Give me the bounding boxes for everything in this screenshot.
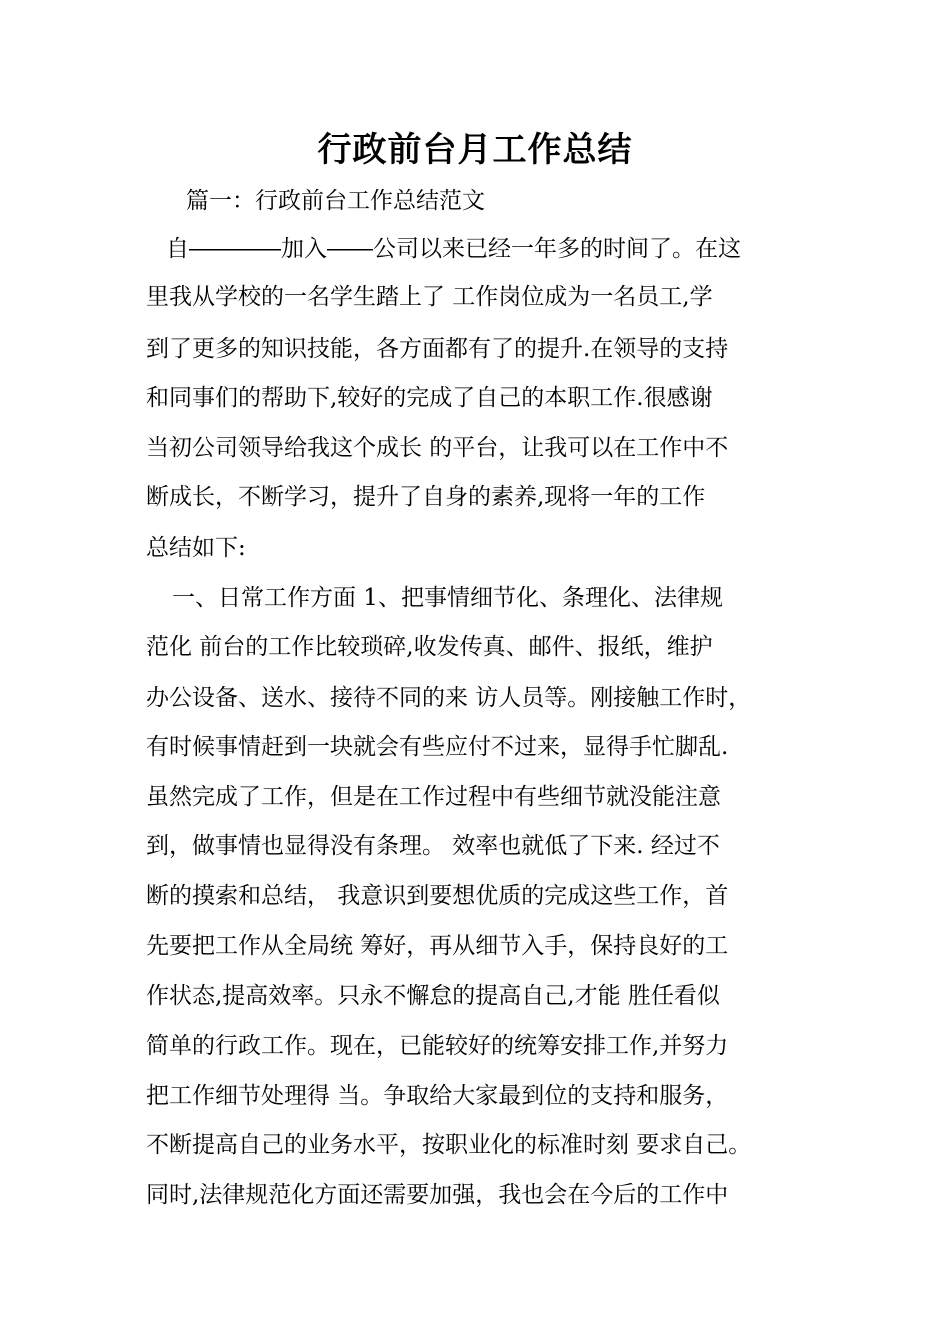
- paragraph-line: 和同事们的帮助下,较好的完成了自己的本职工作.很感谢: [146, 385, 713, 411]
- paragraph-line: 一、日常工作方面 1、把事情细节化、条理化、法律规: [172, 585, 723, 611]
- paragraph-line: 同时,法律规范化方面还需要加强，我也会在今后的工作中: [146, 1182, 729, 1208]
- paragraph-line: 不断提高自己的业务水平，按职业化的标准时刻 要求自己。: [146, 1132, 752, 1158]
- paragraph-line: 虽然完成了工作，但是在工作过程中有些细节就没能注意: [146, 784, 721, 810]
- paragraph-line: 先要把工作从全局统 筹好，再从细节入手，保持良好的工: [146, 933, 729, 959]
- paragraph-line: 断的摸索和总结， 我意识到要想优质的完成这些工作，首: [146, 883, 729, 909]
- paragraph-line: 办公设备、送水、接待不同的来 访人员等。刚接触工作时，: [146, 685, 752, 711]
- document-title: 行政前台月工作总结: [317, 130, 633, 170]
- paragraph-line: 有时候事情赶到一块就会有些应付不过来，显得手忙脚乱.: [146, 734, 729, 760]
- paragraph-line: 简单的行政工作。现在，已能较好的统筹安排工作,并努力: [146, 1033, 729, 1059]
- paragraph-line: 到了更多的知识技能，各方面都有了的提升.在领导的支持: [146, 336, 729, 362]
- paragraph-line: 作状态,提高效率。只永不懈怠的提高自己,才能 胜任看似: [146, 983, 720, 1009]
- paragraph-line: 里我从学校的一名学生踏上了 工作岗位成为一名员工,学: [146, 284, 713, 310]
- paragraph-line: 范化 前台的工作比较琐碎,收发传真、邮件、报纸，维护: [146, 634, 713, 660]
- paragraph-line: 自――――加入――公司以来已经一年多的时间了。在这: [166, 236, 741, 262]
- paragraph-line: 把工作细节处理得 当。争取给大家最到位的支持和服务，: [146, 1083, 729, 1109]
- paragraph-line: 断成长，不断学习，提升了自身的素养,现将一年的工作: [146, 484, 706, 510]
- paragraph-line: 总结如下:: [146, 535, 246, 561]
- paragraph-line: 当初公司领导给我这个成长 的平台，让我可以在工作中不: [146, 435, 729, 461]
- paragraph-line: 到，做事情也显得没有条理。 效率也就低了下来. 经过不: [146, 833, 720, 859]
- section-heading: 篇一：行政前台工作总结范文: [186, 188, 485, 214]
